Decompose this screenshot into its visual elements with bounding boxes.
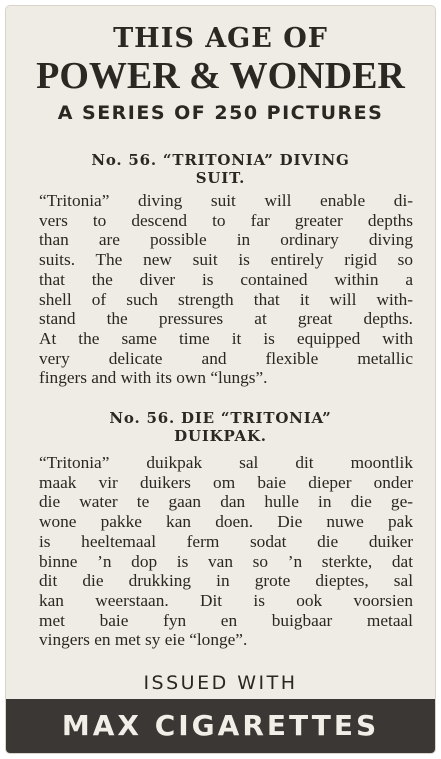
afrikaans-text-line: met baie fyn en buigbaar metaal	[39, 610, 413, 630]
english-text-line: very delicate and flexible metallic	[39, 348, 413, 368]
brand-name: MAX CIGARETTES	[61, 709, 380, 742]
english-heading	[26, 151, 415, 187]
afrikaans-text-line: maak vir duikers om baie dieper onder	[39, 472, 413, 492]
english-text-line: suits. The new suit is entirely rigid so	[39, 250, 413, 270]
english-text-line: “Tritonia” diving suit will enable di-	[39, 191, 413, 210]
english-heading-line2: SUIT.	[195, 169, 246, 187]
english-text-line: shell of such strength that it will with-	[39, 289, 413, 309]
afrikaans-text-line: dit die drukking in grote dieptes, sal	[39, 571, 413, 591]
afrikaans-heading-line1: No. 56. DIE “TRITONIA”	[109, 409, 332, 427]
english-text-line: that the diver is contained within a	[39, 269, 413, 289]
afrikaans-text-line: die water te gaan dan hulle in die ge-	[39, 492, 413, 512]
afrikaans-text-line: vingers en met sy eie “longe”.	[39, 630, 248, 650]
afrikaans-text-line: is heeltemaal ferm sodat die duiker	[39, 531, 413, 551]
english-heading-line1: No. 56. “TRITONIA” DIVING	[91, 151, 350, 169]
english-text-line: than are possible in ordinary diving	[39, 230, 413, 250]
series-title-main: POWER & WONDER	[36, 55, 405, 97]
cigarette-card	[6, 6, 435, 753]
english-description	[39, 191, 413, 388]
afrikaans-text-line: kan weerstaan. Dit is ook voorsien	[39, 590, 413, 610]
series-subtitle: A SERIES OF 250 PICTURES	[57, 102, 384, 124]
series-title-top: THIS AGE OF	[113, 23, 328, 54]
afrikaans-text-line: “Tritonia” duikpak sal dit moontlik	[39, 453, 413, 472]
afrikaans-heading-line2: DUIKPAK.	[174, 427, 267, 445]
afrikaans-heading	[26, 409, 415, 445]
english-text-line: vers to descend to far greater depths	[39, 210, 413, 230]
english-text-line: At the same time it is equipped with	[39, 328, 413, 348]
issued-with-label: ISSUED WITH	[143, 672, 298, 694]
afrikaans-text-line: binne ’n dop is van so ’n sterkte, dat	[39, 551, 413, 571]
afrikaans-text-line: wone pakke kan doen. Die nuwe pak	[39, 512, 413, 532]
english-text-line: stand the pressures at great depths.	[39, 309, 413, 329]
english-text-line: fingers and with its own “lungs”.	[39, 368, 268, 388]
brand-banner	[6, 699, 435, 753]
afrikaans-description	[39, 453, 413, 650]
